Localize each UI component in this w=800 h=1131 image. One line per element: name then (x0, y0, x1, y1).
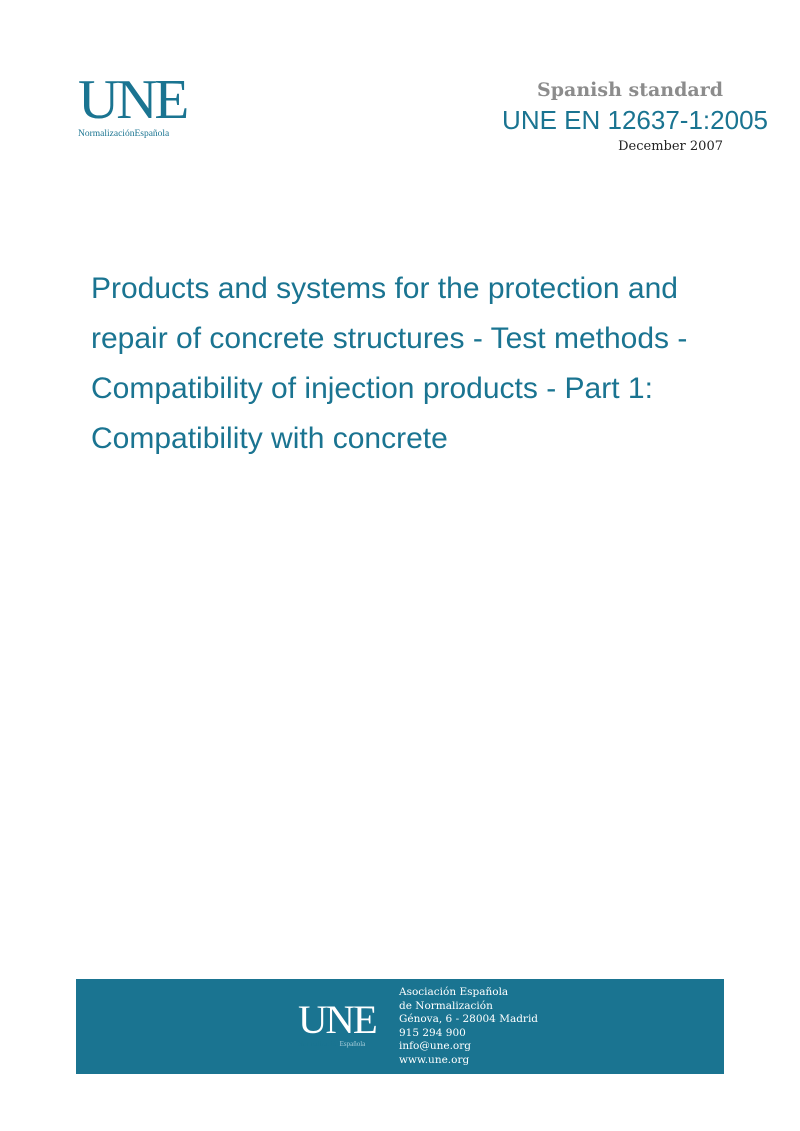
address-line-phone: 915 294 900 (399, 1026, 466, 1039)
footer-band (76, 979, 724, 1074)
address-line-organization-2: de Normalización (399, 999, 493, 1012)
une-logo-top (78, 69, 196, 144)
logo-tagline-part1: Normalización (78, 129, 135, 139)
address-line-website: www.une.org (399, 1053, 470, 1066)
logo-tagline-part2: Española (134, 129, 170, 139)
contact-address (399, 986, 538, 1068)
logo-mark: UNE (298, 997, 376, 1042)
une-logo-bottom (298, 997, 388, 1048)
logo-tagline-part2: Española (339, 1040, 366, 1048)
address-line-street: Génova, 6 - 28004 Madrid (399, 1013, 539, 1026)
document-title: Products and systems for the protection and repair of concrete structures - Test methods - Compatibility of injection products - Part 1: Compatibility with concrete (91, 272, 688, 455)
document-type: Spanish standard (537, 79, 723, 101)
logo-tagline-part1: Normalización (298, 1040, 340, 1048)
document-header (502, 76, 768, 158)
standard-code: UNE EN 12637-1:2005 (502, 105, 768, 135)
address-line-organization: Asociación Española (399, 986, 509, 998)
logo-mark: UNE (78, 69, 187, 131)
address-line-email: info@une.org (399, 1040, 471, 1053)
publication-date: December 2007 (618, 139, 723, 154)
